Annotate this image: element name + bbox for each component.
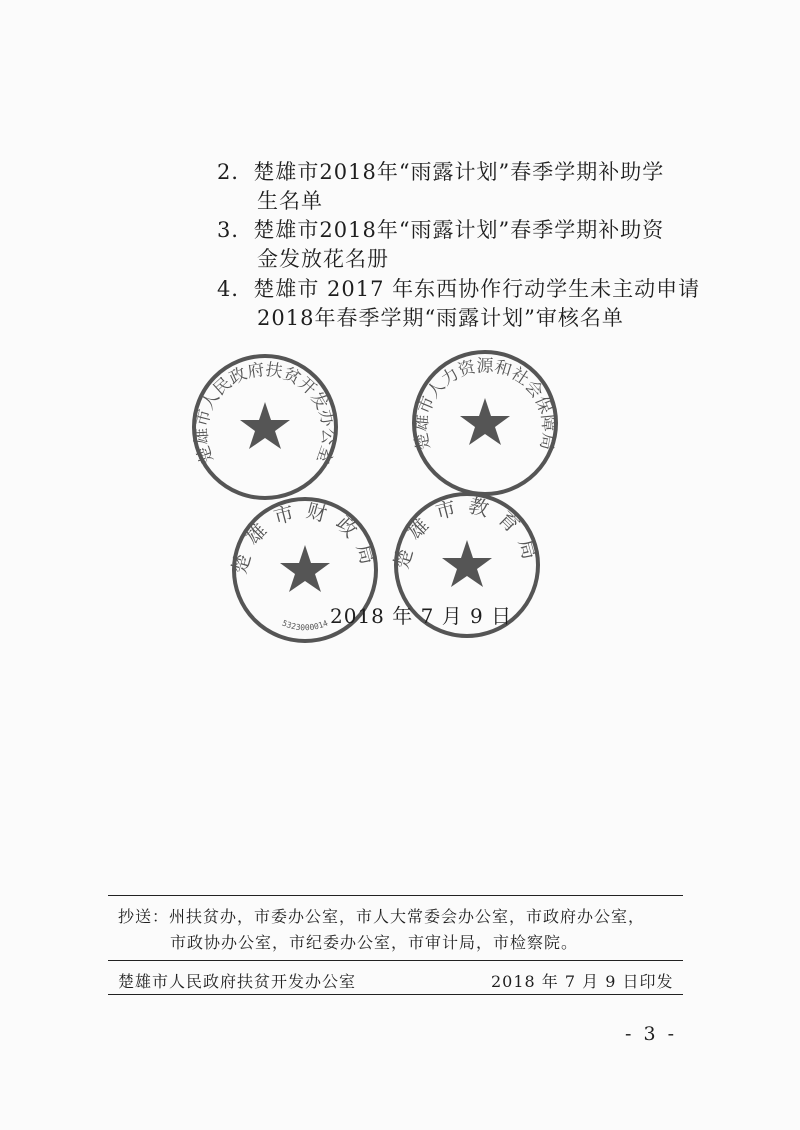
attachment-title: 楚雄市2018年“雨露计划”春季学期补助学 [253, 160, 665, 184]
cc-label: 抄送： [118, 907, 170, 926]
divider-top [108, 895, 683, 896]
star-seal-icon [190, 352, 340, 502]
issuer-name: 楚雄市人民政府扶贫开发办公室 [118, 972, 357, 991]
star-seal-icon [410, 348, 560, 498]
attachment-item-2 [217, 158, 664, 216]
cc-line-1: 州扶贫办，市委办公室，市人大常委会办公室，市政府办公室， [169, 907, 646, 926]
seal-text: 楚雄市人力资源和社会保障局 [411, 356, 559, 452]
seal-text: 楚雄市财政局 [226, 498, 384, 577]
seal-hr-bureau [410, 348, 560, 498]
attachment-title: 楚雄市2018年“雨露计划”春季学期补助资 [253, 218, 665, 242]
seal-text: 楚雄市人民政府扶贫开发办公室 [191, 359, 339, 466]
seal-code: 5323000014 [280, 618, 330, 633]
attachment-item-4 [217, 275, 700, 333]
issue-date: 2018 年 7 月 9 日印发 [491, 972, 674, 991]
attachment-item-3 [217, 216, 664, 274]
cc-line-2: 市政协办公室，市纪委办公室，市审计局，市检察院。 [170, 933, 579, 952]
signing-date: 2018 年 7 月 9 日 [330, 604, 513, 628]
attachment-number: 3． [217, 218, 254, 242]
divider-middle [108, 960, 683, 961]
seal-text: 楚雄市教育局 [388, 493, 546, 572]
page-number: - 3 - [625, 1023, 678, 1045]
svg-text:5323000014 [281, 619, 330, 633]
attachment-title: 楚雄市 2017 年东西协作行动学生未主动申请 [253, 277, 701, 301]
attachment-number: 4． [217, 277, 254, 301]
divider-bottom [108, 994, 683, 995]
attachment-number: 2． [217, 160, 254, 184]
seal-poverty-office [190, 352, 340, 502]
attachment-title-cont: 2018年春季学期“雨露计划”审核名单 [257, 306, 624, 330]
attachment-title-cont: 生名单 [257, 189, 323, 213]
cc-block [118, 904, 645, 956]
attachment-title-cont: 金发放花名册 [257, 247, 389, 271]
